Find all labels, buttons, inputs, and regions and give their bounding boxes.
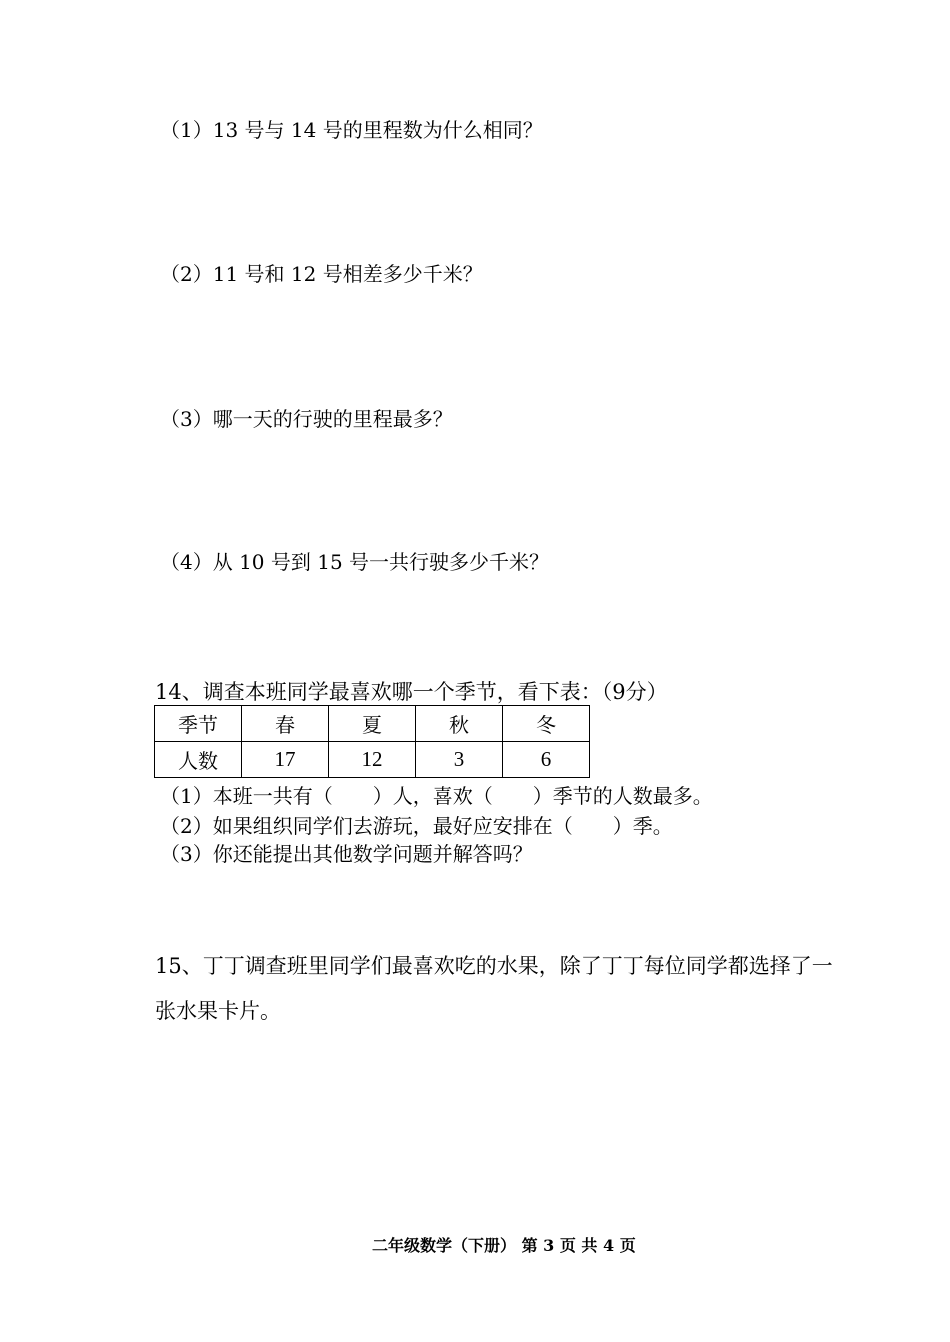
- table-row-counts: [155, 742, 590, 778]
- season-cell-autumn: 秋: [416, 706, 503, 742]
- question-14-sub-3: （3）你还能提出其他数学问题并解答吗？: [160, 842, 533, 866]
- season-cell-summer: 夏: [329, 706, 416, 742]
- question-13-sub-2: （2）11 号和 12 号相差多少千米？: [160, 262, 483, 286]
- question-13-sub-3: （3）哪一天的行驶的里程最多？: [160, 407, 453, 431]
- question-15-line-1: 15、丁丁调查班里同学们最喜欢吃的水果，除了丁丁每位同学都选择了一: [155, 954, 833, 978]
- question-13-sub-4: （4）从 10 号到 15 号一共行驶多少千米？: [160, 550, 550, 574]
- question-14-sub-2: （2）如果组织同学们去游玩，最好应安排在（ ）季。: [160, 814, 673, 838]
- count-cell-summer: 12: [329, 742, 416, 778]
- table-row-seasons: [155, 706, 590, 742]
- question-15-line-2: 张水果卡片。: [155, 999, 281, 1023]
- page-footer: 二年级数学（下册） 第 3 页 共 4 页: [372, 1236, 636, 1255]
- season-cell-spring: 春: [242, 706, 329, 742]
- season-survey-table: [154, 705, 590, 778]
- table-row-label: 人数: [155, 742, 242, 778]
- question-13-sub-1: （1）13 号与 14 号的里程数为什么相同？: [160, 118, 543, 142]
- question-14-title: 14、调查本班同学最喜欢哪一个季节，看下表：（9分）: [155, 680, 668, 704]
- count-cell-spring: 17: [242, 742, 329, 778]
- season-cell-winter: 冬: [503, 706, 590, 742]
- table-header-label: 季节: [155, 706, 242, 742]
- question-14-sub-1: （1）本班一共有（ ）人，喜欢（ ）季节的人数最多。: [160, 784, 713, 808]
- count-cell-winter: 6: [503, 742, 590, 778]
- count-cell-autumn: 3: [416, 742, 503, 778]
